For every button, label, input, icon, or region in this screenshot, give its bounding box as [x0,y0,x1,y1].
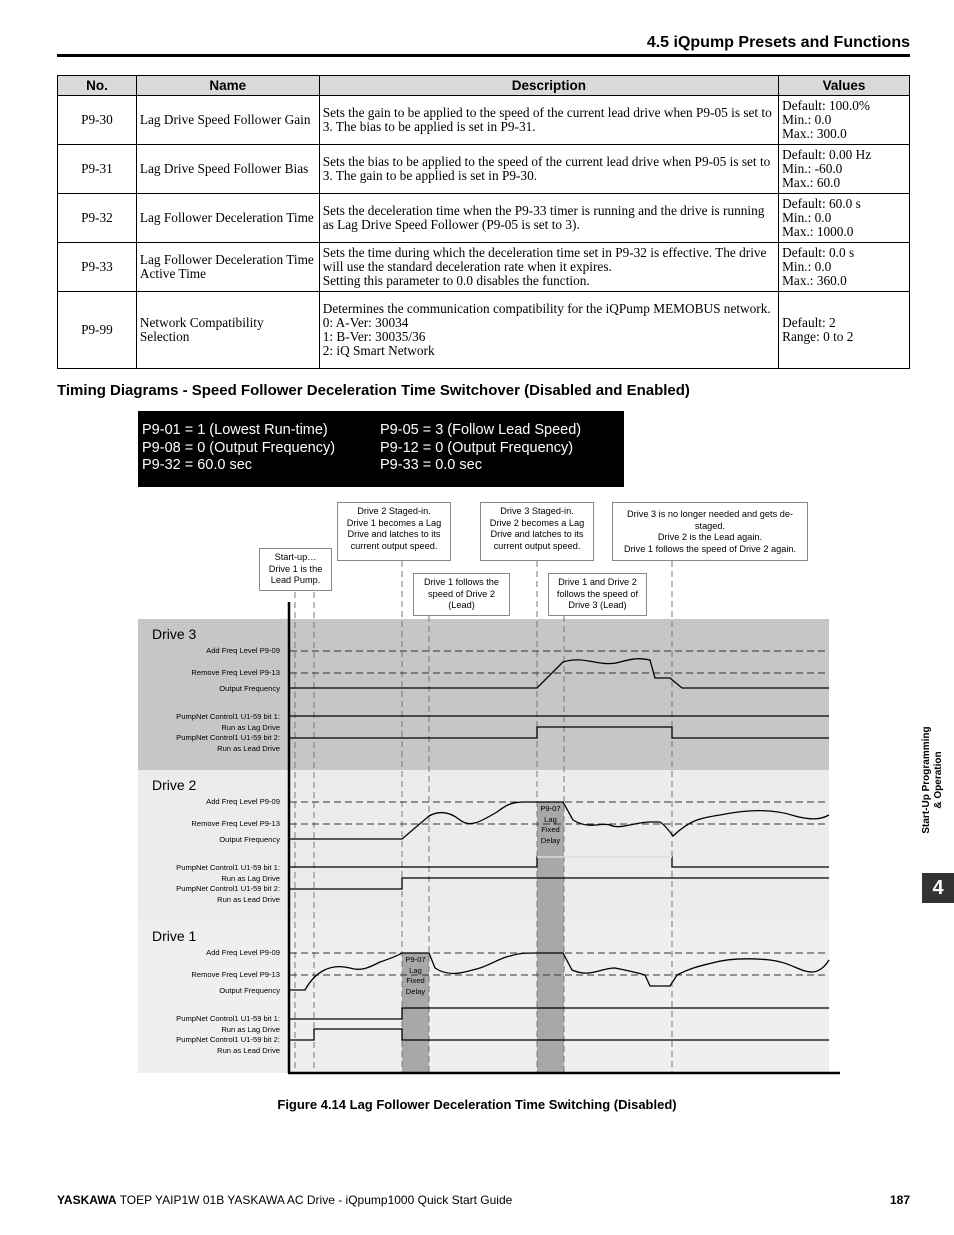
col-header-no: No. [58,76,137,96]
callout-drive3-destaged [612,502,808,561]
signal-label-line: Run as Lead Drive [217,1045,280,1055]
signal-label-line: Output Frequency [219,835,280,844]
callout-line: Drive 2 Staged-in. [357,506,431,516]
drive1-lag-drive-label [80,1014,280,1035]
cell-no: P9-30 [58,96,137,145]
page-header-title: 4.5 iQpump Presets and Functions [646,34,910,51]
callout-line: Lead Pump. [270,575,321,585]
callout-line: current output speed. [493,540,581,551]
value-line: Default: 0.0 s [782,245,855,260]
callout-line: Start-up… [274,552,317,562]
signal-label-line: PumpNet Control1 U1-59 bit 2: [176,1035,280,1044]
drive1-remove-freq-label [80,970,280,981]
delay-label-line: Delay [540,835,561,845]
drive2-label: Drive 2 [152,777,197,793]
description-line: Sets the gain to be applied to the speed of the current lead drive when P9-05 is set to 3. The bias to be applied is set in P9-31. [322,105,772,134]
signal-label-line: Run as Lag Drive [221,722,280,732]
callout-line: Drive 2 becomes a Lag [489,517,585,528]
drive1-lead-drive-label [80,1035,280,1056]
signal-label-line: Add Freq Level P9-09 [206,797,280,806]
description-line: Determines the communication compatibility for the iQPump MEMOBUS network. [322,301,771,316]
callout-line: Drive 3 Staged-in. [500,506,574,516]
delay-label-line: Fixed [406,976,425,985]
description-line: Sets the time during which the deceleration time set in P9-32 is effective. The drive will use the standard deceleration rate when it expires. [322,245,767,274]
drive3-lead-drive-label [80,733,280,754]
callout-startup [259,548,332,591]
footer-brand: YASKAWA [57,1193,117,1207]
drive3-lead-signal [290,727,829,738]
description-line: 2: iQ Smart Network [322,343,435,358]
callout-line: Drive 3 (Lead) [568,600,627,610]
callout-line: (Lead) [448,600,475,610]
signal-label-line: Run as Lead Drive [217,894,280,904]
description-line: Setting this parameter to 0.0 disables the function. [322,273,590,288]
description-line: 0: A-Ver: 30034 [322,315,409,330]
callout-line: Drive 2 is the Lead again. [657,532,763,542]
signal-label-line: Output Frequency [219,684,280,693]
drive3-lag-drive-label [80,712,280,733]
delay-label-line: Lag [409,965,422,975]
signal-label-line: Add Freq Level P9-09 [206,948,280,957]
callout-line: current output speed. [350,540,438,551]
value-line: Max.: 60.0 [782,175,841,190]
drive2-lead-drive-label [80,884,280,905]
callout-line: Drive 1 follows the [423,577,500,587]
drive2-output-freq-label [80,835,280,846]
signal-label-line: Run as Lag Drive [221,873,280,883]
signal-label-line: Run as Lead Drive [217,743,280,753]
signal-label-line: PumpNet Control1 U1-59 bit 2: [176,884,280,893]
delay-label-line: P9-07 [540,804,561,813]
cell-name: Lag Drive Speed Follower Gain [136,96,319,145]
drive3-output-freq-label [80,684,280,695]
param-line: P9-12 = 0 (Output Frequency) [380,439,574,456]
drive1-add-freq-label [80,948,280,959]
value-line: Default: 2 [782,315,836,330]
param-line: P9-05 = 3 (Follow Lead Speed) [380,422,582,438]
value-line: Default: 100.0% [782,98,870,113]
drive2-add-freq-label [80,797,280,808]
value-line: Min.: 0.0 [782,112,832,127]
col-header-values: Values [779,76,910,96]
delay-label-line: Lag [544,814,557,824]
delay-label-line: P9-07 [405,955,426,964]
description-line: 1: B-Ver: 30035/36 [322,329,426,344]
callout-line: Drive 1 is the [268,563,323,574]
cell-name: Network Compatibility Selection [136,292,319,369]
cell-name: Lag Follower Deceleration Time [136,194,319,243]
callout-drive3-staged [480,502,594,561]
signal-label-line: Run as Lag Drive [221,1024,280,1034]
signal-label-line: Output Frequency [219,986,280,995]
callout-follow-drive2 [413,573,510,616]
callout-line: Drive 1 becomes a Lag [346,517,442,528]
col-header-name: Name [136,76,319,96]
value-line: Range: 0 to 2 [782,329,854,344]
side-tab-line: Start-Up Programming [921,726,932,834]
value-line: Min.: 0.0 [782,259,832,274]
drive1-delay-label [402,955,429,997]
description-line: Sets the bias to be applied to the speed of the current lead drive when P9-05 is set to 3. The gain to be applied is set in P9-30. [322,154,771,183]
callout-line: Drive 3 is no longer needed and gets de- [627,509,793,519]
param-line: P9-32 = 60.0 sec [142,457,253,473]
drive1-output-freq-label [80,986,280,997]
footer [57,1193,512,1207]
description-line: Sets the deceleration time when the P9-33 timer is running and the drive is running as Lag Drive Speed Follower (P9-05 is set to 3). [322,203,765,232]
value-line: Min.: -60.0 [782,161,843,176]
value-line: Max.: 300.0 [782,126,847,141]
callout-line: staged. [694,520,726,531]
cell-name: Lag Follower Deceleration Time Active Time [136,243,319,292]
drive2-delay-label [537,804,564,846]
param-line: P9-33 = 0.0 sec [380,457,482,473]
page-number: 187 [889,1193,910,1207]
callout-line: Drive 1 and Drive 2 [558,577,637,587]
value-line: Default: 60.0 s [782,196,861,211]
side-tab-text [921,700,947,860]
value-line: Max.: 1000.0 [782,224,854,239]
callout-line: speed of Drive 2 [428,588,495,599]
signal-label-line: PumpNet Control1 U1-59 bit 1: [176,863,280,872]
chapter-tab: 4 [922,873,954,903]
signal-label-line: PumpNet Control1 U1-59 bit 1: [176,1014,280,1023]
section-title: Timing Diagrams - Speed Follower Deceleration Time Switchover (Disabled and Enabled) [57,382,690,399]
signal-label-line: PumpNet Control1 U1-59 bit 1: [176,712,280,721]
delay-label-line: Fixed [541,825,560,834]
drive3-remove-freq-label [80,668,280,679]
cell-no: P9-32 [58,194,137,243]
value-line: Max.: 360.0 [782,273,847,288]
callout-follow-drive3 [548,573,647,616]
signal-label-line: Remove Freq Level P9-13 [191,668,280,677]
drive3-add-freq-label [80,646,280,657]
drive2-remove-freq-label [80,819,280,830]
param-line: P9-01 = 1 (Lowest Run-time) [142,422,328,438]
footer-text: TOEP YAIP1W 01B YASKAWA AC Drive - iQpump1000 Quick Start Guide [116,1193,513,1207]
signal-label-line: Remove Freq Level P9-13 [191,970,280,979]
signal-label-line: PumpNet Control1 U1-59 bit 2: [176,733,280,742]
param-line: P9-08 = 0 (Output Frequency) [142,439,336,456]
signal-label-line: Add Freq Level P9-09 [206,646,280,655]
callout-line: Drive and latches to its [490,529,584,539]
figure-caption: Figure 4.14 Lag Follower Deceleration Time Switching (Disabled) [277,1097,677,1112]
drive3-label: Drive 3 [152,626,197,642]
callout-line: follows the speed of [556,588,639,599]
cell-no: P9-99 [58,292,137,369]
cell-name: Lag Drive Speed Follower Bias [136,145,319,194]
value-line: Default: 0.00 Hz [782,147,872,162]
value-line: Min.: 0.0 [782,210,832,225]
delay-label-line: Delay [405,986,426,996]
col-header-description: Description [319,76,778,96]
drive1-label: Drive 1 [152,928,197,944]
callout-drive2-staged [337,502,451,561]
signal-label-line: Remove Freq Level P9-13 [191,819,280,828]
cell-no: P9-33 [58,243,137,292]
cell-no: P9-31 [58,145,137,194]
callout-line: Drive and latches to its [347,529,441,539]
side-tab-line: & Operation [933,751,944,809]
drive2-lag-drive-label [80,863,280,884]
callout-line: Drive 1 follows the speed of Drive 2 again. [623,543,797,554]
